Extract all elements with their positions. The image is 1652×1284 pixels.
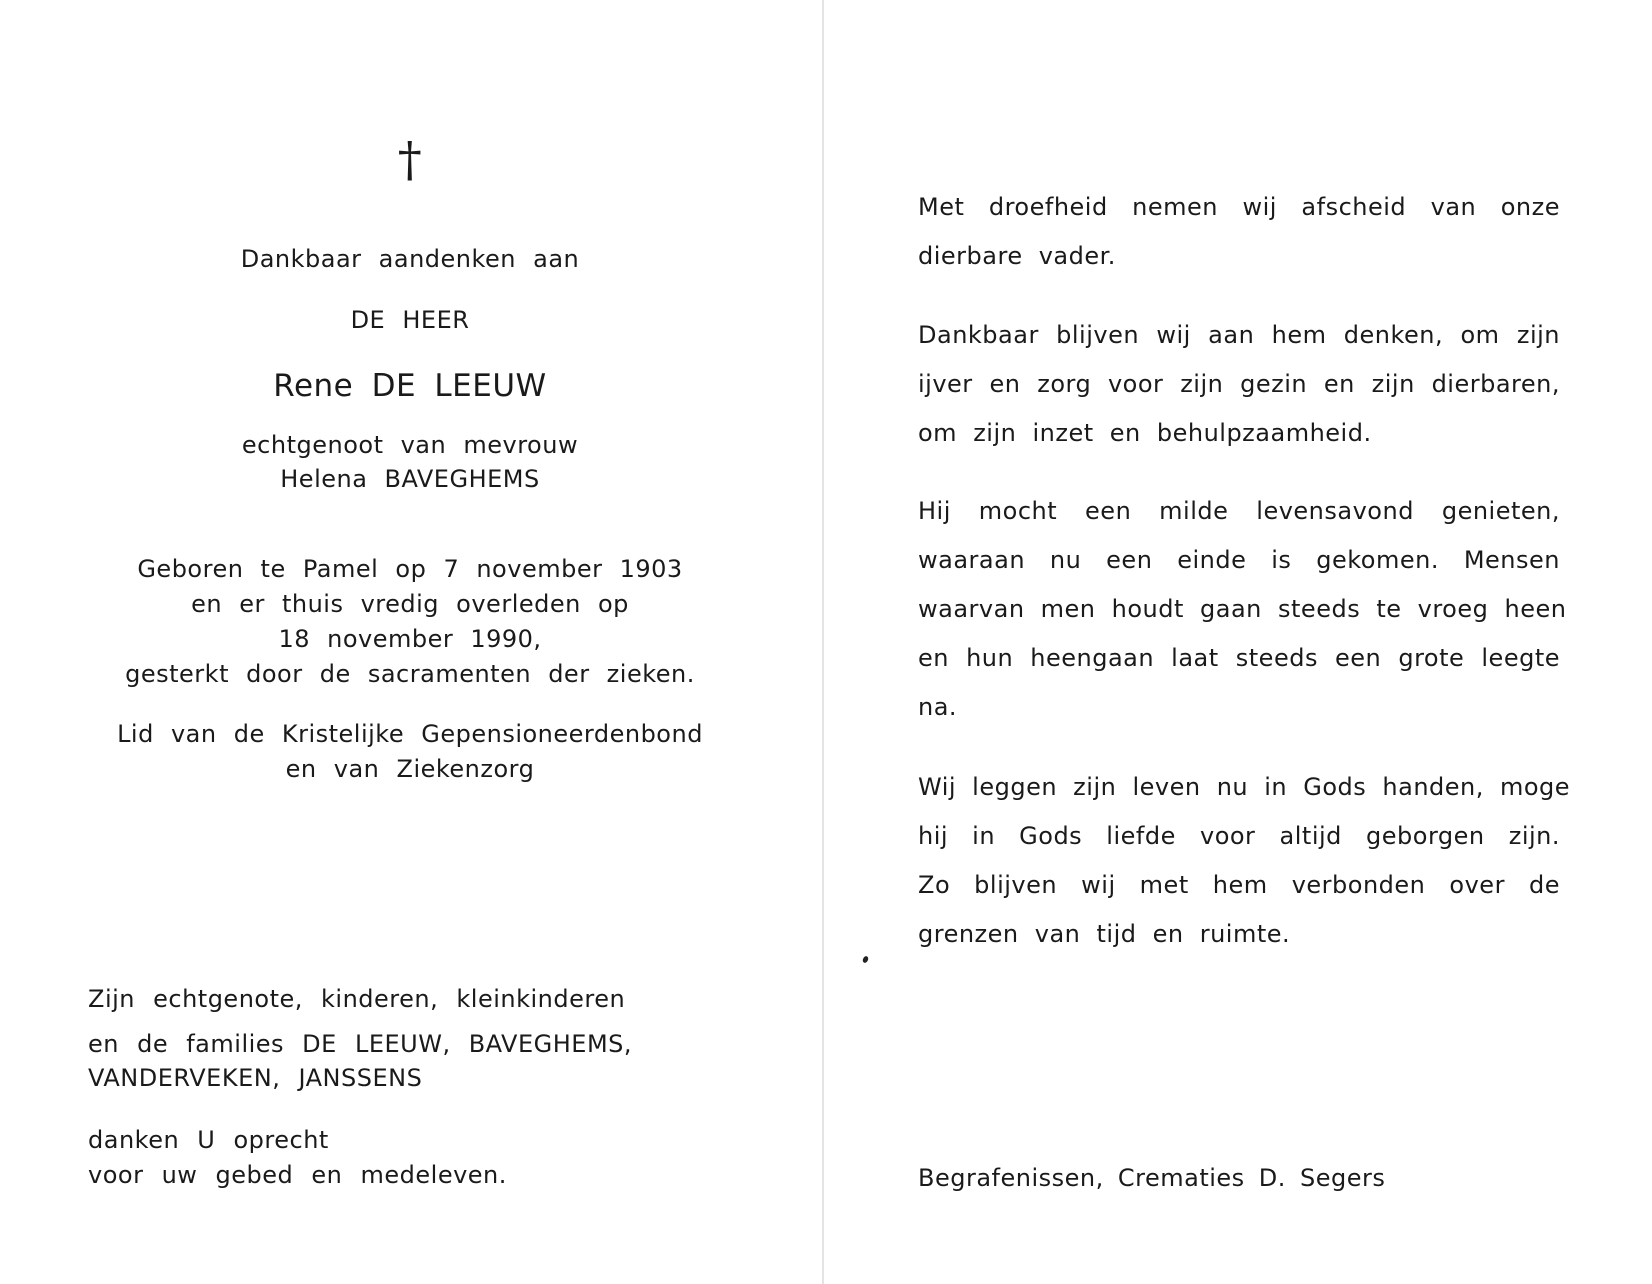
text-line: en hun heengaan laat steeds een grote leegte [918,644,1560,672]
honorific-title: DE HEER [350,306,470,334]
text-line: Hij mocht een milde levensavond genieten, [918,497,1560,525]
cross-symbol: † [397,132,423,188]
text-line: waarvan men houdt gaan steeds te vroeg heen [918,595,1567,623]
text-line: Wij leggen zijn leven nu in Gods handen, moge [918,773,1571,801]
funeral-home-credit: Begrafenissen, Crematies D. Segers [918,1164,1386,1192]
dates-line: gesterkt door de sacramenten der zieken. [125,660,695,688]
ink-speck [862,955,869,963]
text-line: grenzen van tijd en ruimte. [918,920,1291,948]
right-panel [918,0,1571,1284]
text-line: waaraan nu een einde is gekomen. Mensen [918,546,1560,574]
paragraph-farewell [918,183,1560,281]
thanks-line: voor uw gebed en medeleven. [88,1161,507,1189]
family-line: Zijn echtgenote, kinderen, kleinkinderen [88,985,626,1013]
membership-line: en van Ziekenzorg [285,755,535,783]
text-line: na. [918,693,958,721]
text-line: Met droefheid nemen wij afscheid van onze [918,193,1560,221]
paragraph-life-evening [918,487,1567,732]
spouse-line-1: echtgenoot van mevrouw [241,431,579,459]
family-line: VANDERVEKEN, JANSSENS [88,1064,423,1092]
membership-line: Lid van de Kristelijke Gepensioneerdenbond [117,720,703,748]
text-line: om zijn inzet en behulpzaamheid. [918,419,1372,447]
text-line: ijver en zorg voor zijn gezin en zijn dierbaren, [918,370,1560,398]
text-line: Zo blijven wij met hem verbonden over de [918,871,1560,899]
dates-line: en er thuis vredig overleden op [191,590,629,618]
deceased-name: Rene DE LEEUW [273,368,547,404]
left-panel [60,0,760,1284]
spouse-line-2: Helena BAVEGHEMS [280,465,540,493]
text-line: Dankbaar blijven wij aan hem denken, om zijn [918,321,1560,349]
thanks-line: danken U oprecht [88,1126,329,1154]
card-fold-line [822,0,824,1284]
dates-line: 18 november 1990, [278,625,542,653]
family-line: en de families DE LEEUW, BAVEGHEMS, [88,1030,633,1058]
intro-text: Dankbaar aandenken aan [240,245,580,273]
dates-line: Geboren te Pamel op 7 november 1903 [137,555,683,583]
text-line: dierbare vader. [918,242,1116,270]
paragraph-prayer [918,763,1571,959]
text-line: hij in Gods liefde voor altijd geborgen zijn. [918,822,1560,850]
paragraph-gratitude [918,311,1560,458]
